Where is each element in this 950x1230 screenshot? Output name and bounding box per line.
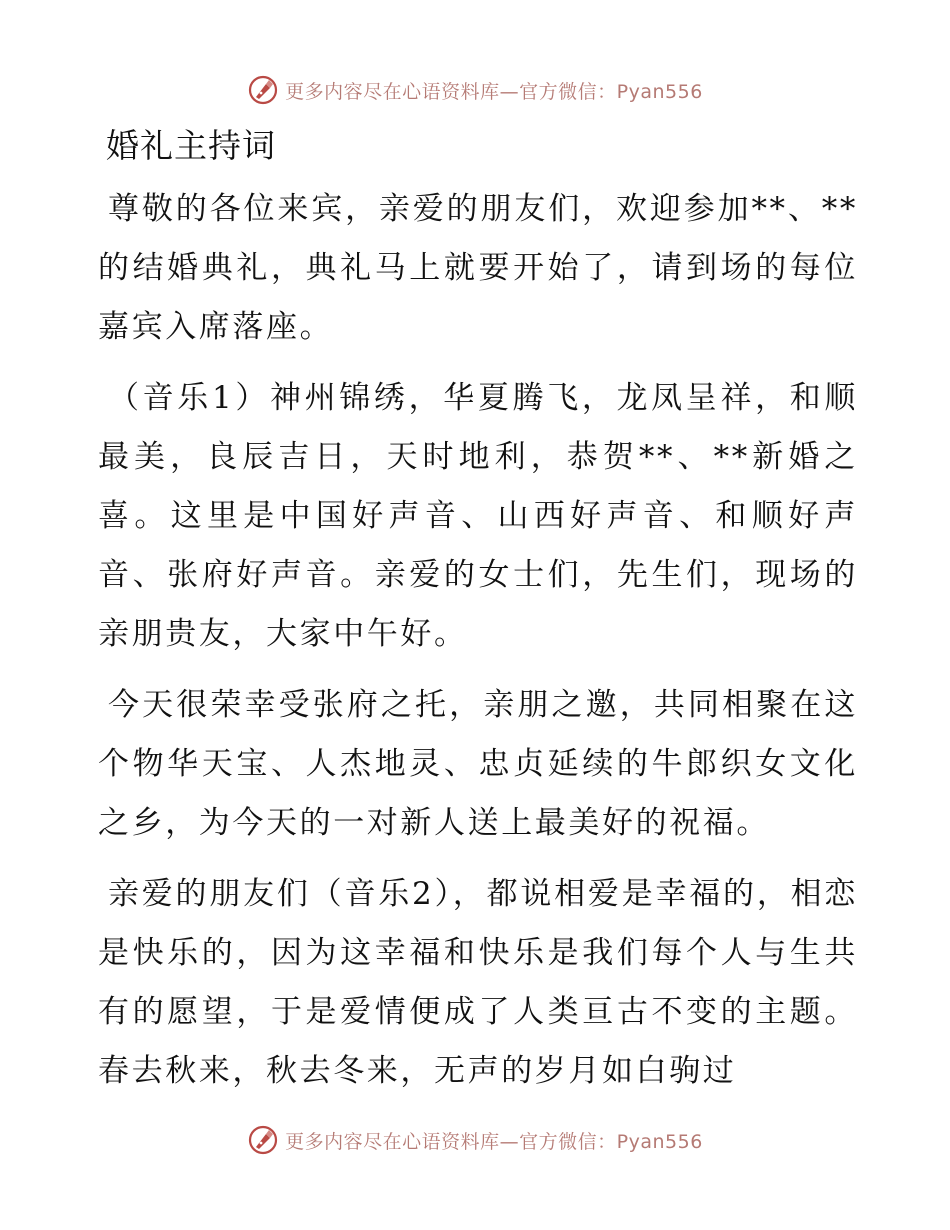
watermark-text: 更多内容尽在心语资料库—官方微信：Pyan556 (285, 1130, 703, 1153)
document-body (98, 118, 858, 1113)
paragraph-4: 亲爱的朋友们（音乐2），都说相爱是幸福的，相恋是快乐的，因为这幸福和快乐是我们每个人与生共有的愿望，于是爱情便成了人类亘古不变的主题。春去秋来，秋去冬来，无声的岁月如白驹过 (98, 876, 858, 1089)
paragraph-3: 今天很荣幸受张府之托，亲朋之邀，共同相聚在这个物华天宝、人杰地灵、忠贞延续的牛郎织女文化之乡，为今天的一对新人送上最美好的祝福。 (98, 687, 858, 841)
footer-watermark (0, 1120, 950, 1160)
watermark-text: 更多内容尽在心语资料库—官方微信：Pyan556 (285, 80, 703, 103)
pen-nib-circle-icon (247, 1124, 279, 1156)
paragraph-2: （音乐1）神州锦绣，华夏腾飞，龙凤呈祥，和顺最美，良辰吉日，天时地利，恭贺**、**新婚之喜。这里是中国好声音、山西好声音、和顺好声音、张府好声音。亲爱的女士们，先生们，现场的亲朋贵友，大家中午好。 (98, 380, 858, 652)
paragraph-1: 尊敬的各位来宾，亲爱的朋友们，欢迎参加**、**的结婚典礼，典礼马上就要开始了，请到场的每位嘉宾入席落座。 (98, 191, 858, 345)
pen-nib-circle-icon (247, 74, 279, 106)
document-title: 婚礼主持词 (106, 126, 276, 165)
header-watermark (0, 70, 950, 110)
